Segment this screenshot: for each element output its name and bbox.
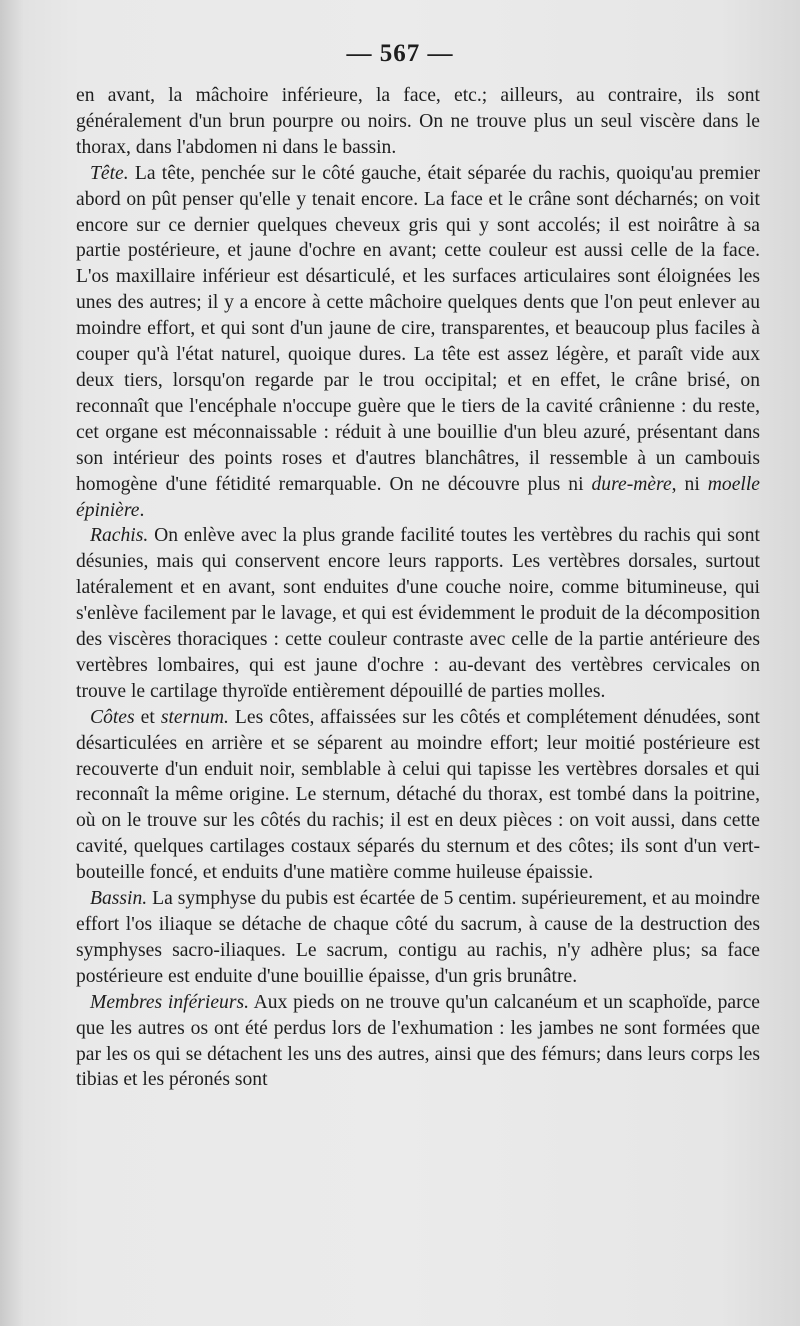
paragraph-continuation [76,83,760,161]
paragraph-membres-inferieurs [76,990,760,1094]
paragraph-tete [76,161,760,524]
term-moelle-epiniere: moelle épinière [76,473,760,521]
paragraph-text: Aux pieds on ne trouve qu'un calcanéum et un scaphoïde, parce que les autres os ont été perdus lors de l'exhumation : les jambes ne sont formées que par les os qui se détachent les uns des autres, ainsi que des fémurs; dans leurs corps les tibias et les péronés sont [76,991,760,1091]
paragraph-text: en avant, la mâchoire inférieure, la face, etc.; ailleurs, au contraire, ils sont généralement d'un brun pourpre ou noirs. On ne trouve plus un seul viscère dans le thorax, dans l'abdomen ni dans le bassin. [76,85,760,158]
section-heading-tete: Tête. [90,162,129,184]
paragraph-bassin [76,886,760,990]
paragraph-text: On enlève avec la plus grande facilité toutes les vertèbres du rachis qui sont désunies, mais qui conservent encore leurs rapports. Les vertèbres dorsales, surtout latéralement et en avant, sont enduites d'une couche noire, comme bitumineuse, qui s'enlève facilement par le lavage, et qui est évidemment le produit de la décomposition des viscères thoraciques : cette couleur contraste avec celle de la partie antérieure des vertèbres lombaires, qui est jaune d'ochre : au-devant des vertèbres cervicales on trouve le cartilage thyroïde entièrement dépouillé de parties molles. [76,525,760,702]
term-dure-mere: dure-mère [591,473,672,495]
paragraph-text: Les côtes, affaissées sur les côtés et complétement dénudées, sont désarticulées en arrière et se séparent au moindre effort; leur moitié postérieure est recouverte d'un enduit noir, semblable à celui qui tapisse les vertèbres dorsales et qui reconnaît la même origine. Le sternum, détaché du thorax, est tombé dans la poitrine, où on le trouve sur les côtés du rachis; il est en deux pièces : on voit aussi, dans cette cavité, quelques cartilages costaux séparés du sternum et des côtes; ils sont d'un vert-bouteille foncé, et enduits d'une matière comme huileuse épaissie. [76,706,760,884]
paragraph-text: La symphyse du pubis est écartée de 5 centim. supérieurement, et au moindre effort l'os iliaque se détache de chaque côté du sacrum, à cause de la destruction des symphyses sacro-iliaques. Le sacrum, contigu au rachis, n'y adhère plus; sa face postérieure est enduite d'une bouillie épaisse, d'un gris brunâtre. [76,888,760,987]
section-heading-bassin: Bassin. [90,888,148,910]
paragraph-text-join: , ni [671,473,708,495]
section-heading-join: et [134,706,161,728]
paragraph-text: La tête, penchée sur le côté gauche, était séparée du rachis, quoiqu'au premier abord on pût penser qu'elle y tenait encore. La face et le crâne sont décharnés; on voit encore sur ce dernier quelques cheveux gris qui y sont accolés; il est noirâtre à sa partie postérieure, et jaune d'ochre en avant; cette couleur est aussi celle de la face. L'os maxillaire inférieur est désarticulé, et les surfaces articulaires sont éloignées les unes des autres; il y a encore à cette mâchoire quelques dents que l'on peut enlever au moindre effort, et qui sont d'un jaune de cire, transparentes, et beaucoup plus faciles à couper qu'à l'état naturel, quoique dures. La tête est assez légère, et paraît vide aux deux tiers, lorsqu'on regarde par le trou occipital; et en effet, le crâne brisé, on reconnaît que l'encéphale n'occupe guère que le tiers de la cavité crânienne : du reste, cet organe est méconnaissable : réduit à une bouillie d'un bleu azuré, présentant dans son intérieur des points roses et d'autres blanchâtres, il ressemble à un cambouis homogène d'une fétidité remarquable. On ne découvre plus ni [76,162,760,495]
body-text [76,83,760,1093]
paragraph-rachis [76,523,760,704]
paragraph-cotes-sternum [76,705,760,886]
section-heading-membres-inferieurs: Membres inférieurs. [90,991,249,1013]
section-heading-cotes: Côtes [90,706,135,728]
section-heading-rachis: Rachis. [90,525,149,547]
section-heading-sternum: sternum. [160,706,229,728]
paragraph-text-end: . [139,499,145,521]
page-number: — 567 — [346,40,454,67]
